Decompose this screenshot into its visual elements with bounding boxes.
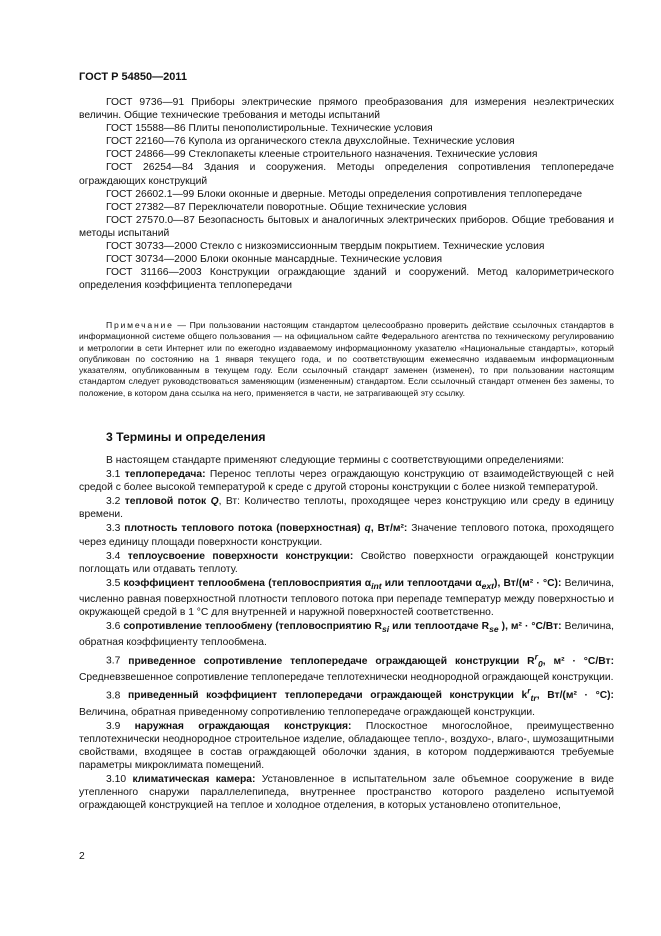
term-3-9 xyxy=(79,720,614,772)
reference-item: ГОСТ 30734—2000 Блоки оконные мансардные. Технические условия xyxy=(106,254,443,266)
term-definition: Свойство поверхности ограждающей конструкции поглощать или отдавать теплоту. xyxy=(79,550,614,575)
term-number: 3.3 xyxy=(106,523,121,535)
term-definition: Плоскостное многослойное, преимущественно теплотехнически неоднородное строительное изделие, обладающее тепло-, воздухо-, влаго-, шумозащитными свойствами, входящее в состав ограждающей оболочки здания, в котором поддерживаются требуемые параметры микроклимата помещений. xyxy=(79,720,614,771)
term-3-2 xyxy=(79,495,614,521)
term-number: 3.7 xyxy=(106,655,121,667)
section-intro: В настоящем стандарте применяют следующие термины с соответствующими определениями: xyxy=(106,455,564,466)
term-unit: , Вт: xyxy=(218,496,240,508)
term-name: приведенное сопротивление теплопередаче ограждающей конструкции $R^r_0$, м² · °С/Вт: xyxy=(128,651,614,669)
page-number: 2 xyxy=(79,851,85,862)
reference-item: ГОСТ 27570.0—87 Безопасность бытовых и аналогичных электрических приборов. Общие требования и методы испытаний xyxy=(79,214,614,239)
term-name: наружная ограждающая конструкция: xyxy=(134,720,352,732)
term-3-10 xyxy=(79,773,614,812)
term-number: 3.5 xyxy=(106,577,121,589)
term-name: сопротивление теплообмену (тепловосприятию $R_{si}$ или теплоотдаче $R_{se}$ ), м² · °С/Вт: xyxy=(123,621,562,635)
reference-item: ГОСТ 26602.1—99 Блоки оконные и дверные. Методы определения сопротивления теплопередаче xyxy=(106,188,583,200)
term-3-6 xyxy=(79,620,614,649)
note-text: — При пользовании настоящим стандартом целесообразно проверить действие ссылочных стандартов в информационной системе общего пользования — на официальном сайте Федерального агентства по техническому регулированию и метрологии в сети Интернет или по ежегодно издаваемому информационному указателю «Национальные стандарты», который опубликован по состоянию на 1 января текущего года, и по соответствующим ежемесячно издаваемым информационным указателям, опубликованным в текущем году. Если ссылочный стандарт заменен (изменен), то при пользовании настоящим стандартом следует руководствоваться заменяющим (измененным) стандартом. Если ссылочный стандарт отменен без замены, то положение, в котором дана ссылка на него, применяется в части, не затрагивающей эту ссылку. xyxy=(79,320,614,398)
term-number: 3.2 xyxy=(106,496,121,508)
term-number: 3.10 xyxy=(106,774,127,786)
term-definition: Величина, обратная приведенному сопротивлению теплопередаче ограждающей конструкции. xyxy=(79,706,536,718)
reference-item: ГОСТ 22160—76 Купола из органического стекла двухслойные. Технические условия xyxy=(106,136,515,148)
term-number: 3.6 xyxy=(106,621,121,633)
definitions-list xyxy=(79,454,614,812)
term-name: теплопередача: xyxy=(124,469,206,481)
term-definition: Средневзвешенное сопротивление теплопередаче теплотехнически неоднородной ограждающей конструкции. xyxy=(79,671,614,683)
reference-item: ГОСТ 30733—2000 Стекло с низкоэмиссионным твердым покрытием. Технические условия xyxy=(106,241,545,253)
term-symbol: q xyxy=(364,523,371,535)
term-3-7 xyxy=(79,650,614,684)
term-3-1 xyxy=(79,468,614,494)
note-paragraph xyxy=(79,320,614,399)
term-definition: Перенос теплоты через ограждающую конструкцию от взаимодействующей с ней средой с более высокой температурой к среде с другой стороны конструкции с более низкой температурой. xyxy=(79,469,614,494)
term-unit: , Вт/м²: xyxy=(370,523,408,535)
term-definition: Величина, численно равная поверхностной плотности теплового потока при перепаде температур между поверхностью и окружающей средой в 1 °С для внутренней и наружной поверхностей соответственно. xyxy=(79,577,614,619)
page-header: ГОСТ Р 54850—2011 xyxy=(79,71,187,83)
term-number: 3.8 xyxy=(106,690,121,702)
reference-item: ГОСТ 27382—87 Переключатели поворотные. Общие технические условия xyxy=(106,201,467,213)
term-3-4 xyxy=(79,550,614,576)
term-name: коэффициент теплообмена (тепловосприятия $\alpha_{int}$ или теплоотдачи $\alpha_{ext}$), Вт/(м² · °С): xyxy=(123,577,562,591)
term-number: 3.4 xyxy=(106,550,121,562)
term-definition: Установленное в испытательном зале объемное сооружение в виде утепленного снаружи параллелепипеда, внутреннее пространство которого разделено испытуемой ограждающей конструкцией на теплое и холодное отделения, в которых установлено отопительное, xyxy=(79,774,614,812)
term-name: приведенный коэффициент теплопередачи ограждающей конструкции $k^r_{tr}$, Вт/(м² · °С): xyxy=(127,686,614,704)
term-3-5 xyxy=(79,577,614,619)
reference-item: ГОСТ 15588—86 Плиты пенополистирольные. Технические условия xyxy=(106,123,433,135)
reference-list xyxy=(79,96,614,292)
reference-item: ГОСТ 24866—99 Стеклопакеты клееные строительного назначения. Технические условия xyxy=(106,149,538,161)
note-label: Примечание xyxy=(106,320,174,330)
term-name: климатическая камера: xyxy=(132,774,256,786)
reference-item: ГОСТ 26254—84 Здания и сооружения. Методы определения сопротивления теплопередаче ограждающих конструкций xyxy=(79,162,614,187)
term-name: теплоусвоение поверхности конструкции: xyxy=(127,550,354,562)
term-3-3 xyxy=(79,522,614,548)
reference-item: ГОСТ 31166—2003 Конструкции ограждающие зданий и сооружений. Метод калориметрического определения коэффициента теплопередачи xyxy=(79,267,614,292)
term-definition: Количество теплоты, проходящее через конструкцию или среду в единицу времени. xyxy=(79,496,614,521)
section-title: 3 Термины и определения xyxy=(106,430,266,444)
term-name: тепловой поток xyxy=(124,496,207,508)
term-3-8 xyxy=(79,685,614,719)
reference-item: ГОСТ 9736—91 Приборы электрические прямого преобразования для измерения неэлектрических величин. Общие технические требования и методы испытаний xyxy=(79,97,614,122)
term-symbol: Q xyxy=(210,496,219,508)
term-definition: Значение теплового потока, проходящего через единицу площади поверхности конструкции. xyxy=(79,523,614,548)
term-number: 3.1 xyxy=(106,469,121,481)
term-number: 3.9 xyxy=(106,720,121,732)
term-name: плотность теплового потока (поверхностная) xyxy=(124,523,361,535)
term-definition: Величина, обратная коэффициенту теплообмена. xyxy=(79,621,614,649)
